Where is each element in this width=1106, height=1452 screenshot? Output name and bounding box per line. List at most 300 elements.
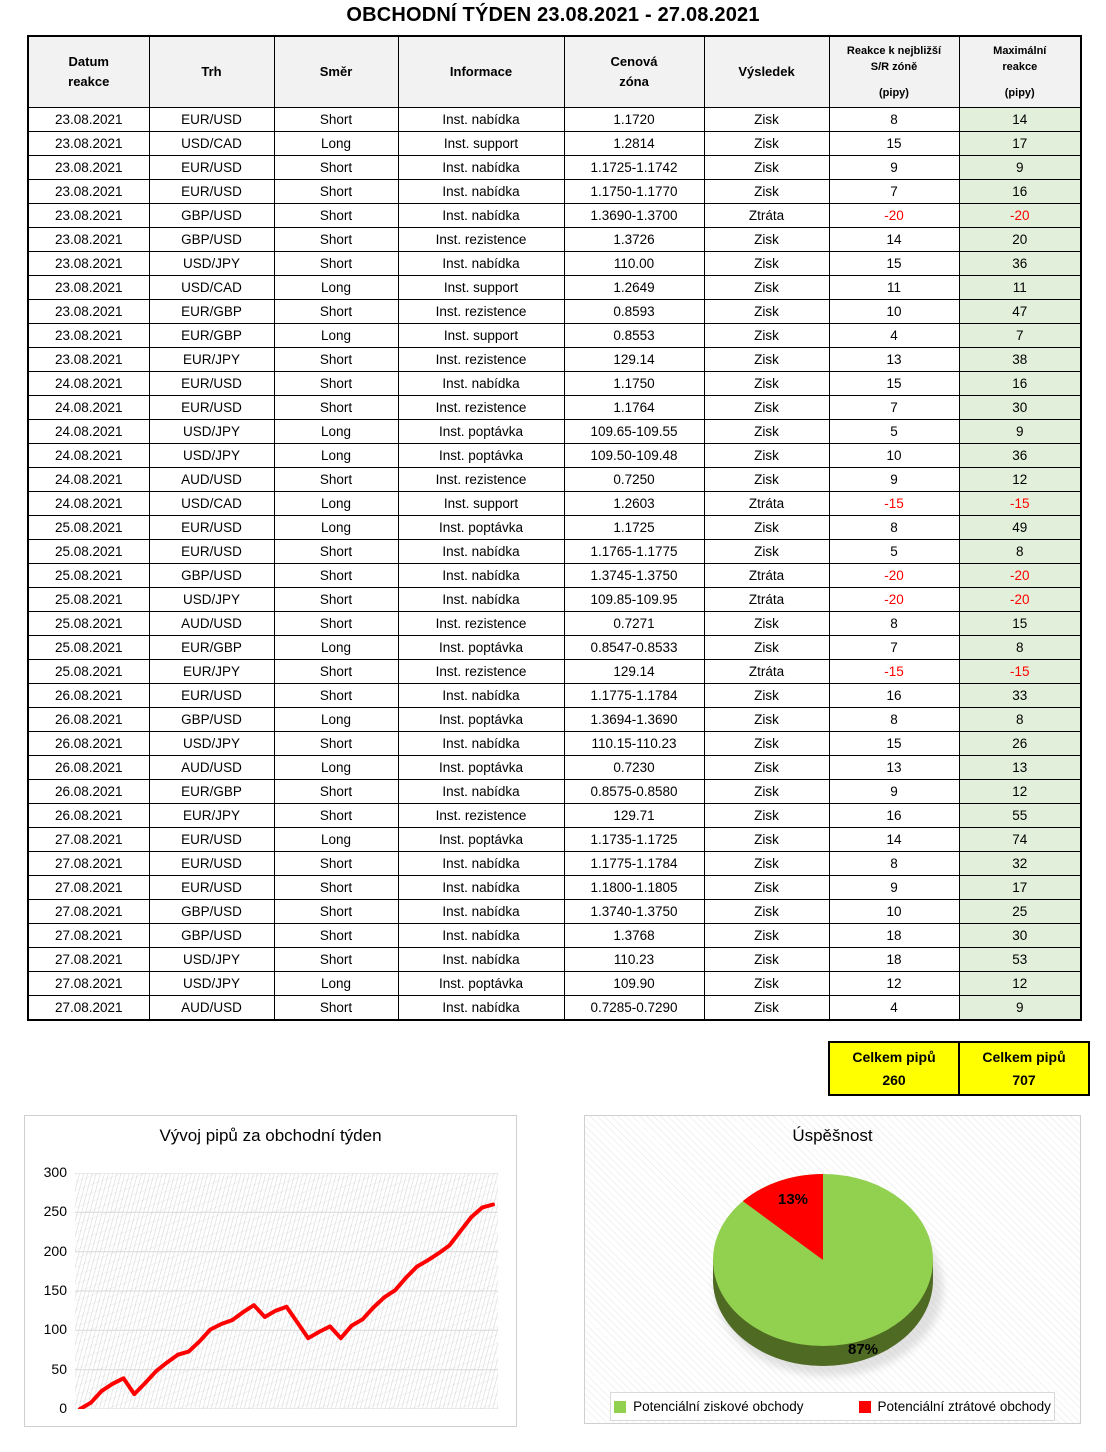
table-cell: EUR/USD: [149, 684, 274, 708]
table-cell: Zisk: [704, 348, 829, 372]
table-cell: Zisk: [704, 852, 829, 876]
table-cell: EUR/USD: [149, 540, 274, 564]
table-cell: 1.1765-1.1775: [564, 540, 704, 564]
totals-bar: [828, 1041, 1090, 1096]
table-cell: 5: [829, 540, 959, 564]
table-cell: Ztráta: [704, 492, 829, 516]
table-cell: 1.1735-1.1725: [564, 828, 704, 852]
table-cell: EUR/JPY: [149, 348, 274, 372]
table-row: [28, 804, 1081, 828]
table-cell: EUR/USD: [149, 876, 274, 900]
column-header: Maximální reakce (pipy): [959, 36, 1081, 108]
table-cell: Short: [274, 780, 398, 804]
table-cell: Zisk: [704, 948, 829, 972]
table-cell: EUR/GBP: [149, 780, 274, 804]
table-cell: 12: [829, 972, 959, 996]
table-cell: 9: [829, 876, 959, 900]
y-axis-label: 50: [51, 1360, 67, 1377]
legend-item-loss: [859, 1399, 1051, 1414]
table-cell: 26.08.2021: [28, 756, 149, 780]
table-row: [28, 996, 1081, 1021]
table-cell: 47: [959, 300, 1081, 324]
table-cell: -20: [829, 564, 959, 588]
table-cell: EUR/GBP: [149, 636, 274, 660]
table-cell: 1.3745-1.3750: [564, 564, 704, 588]
total-label: Celkem pipů: [852, 1049, 936, 1066]
table-cell: 109.50-109.48: [564, 444, 704, 468]
table-cell: 27.08.2021: [28, 876, 149, 900]
table-header: [28, 36, 1081, 108]
table-cell: Inst. nabídka: [398, 204, 564, 228]
table-cell: USD/JPY: [149, 420, 274, 444]
table-row: [28, 564, 1081, 588]
table-cell: USD/JPY: [149, 972, 274, 996]
table-cell: GBP/USD: [149, 228, 274, 252]
table-cell: EUR/USD: [149, 516, 274, 540]
table-cell: -15: [829, 492, 959, 516]
table-row: [28, 852, 1081, 876]
table-cell: 25.08.2021: [28, 540, 149, 564]
column-header: Datum reakce: [28, 36, 149, 108]
table-cell: Zisk: [704, 108, 829, 132]
table-cell: 0.8575-0.8580: [564, 780, 704, 804]
table-cell: 23.08.2021: [28, 276, 149, 300]
table-cell: 27.08.2021: [28, 972, 149, 996]
table-cell: 13: [829, 756, 959, 780]
table-cell: 23.08.2021: [28, 180, 149, 204]
y-axis-label: 250: [43, 1203, 67, 1220]
table-row: [28, 108, 1081, 132]
table-cell: Zisk: [704, 876, 829, 900]
table-row: [28, 588, 1081, 612]
table-row: [28, 756, 1081, 780]
table-cell: 26.08.2021: [28, 684, 149, 708]
table-cell: Inst. nabídka: [398, 684, 564, 708]
table-cell: 16: [959, 180, 1081, 204]
table-cell: 129.71: [564, 804, 704, 828]
table-cell: Short: [274, 396, 398, 420]
table-cell: 15: [829, 372, 959, 396]
table-cell: Inst. rezistence: [398, 660, 564, 684]
table-row: [28, 324, 1081, 348]
table-row: [28, 300, 1081, 324]
table-cell: Long: [274, 324, 398, 348]
table-cell: Inst. poptávka: [398, 636, 564, 660]
table-cell: Inst. rezistence: [398, 300, 564, 324]
table-cell: 26.08.2021: [28, 732, 149, 756]
table-cell: USD/JPY: [149, 588, 274, 612]
table-cell: Zisk: [704, 420, 829, 444]
table-cell: GBP/USD: [149, 564, 274, 588]
table-row: [28, 540, 1081, 564]
table-cell: 23.08.2021: [28, 300, 149, 324]
table-cell: Inst. poptávka: [398, 516, 564, 540]
table-cell: 0.7285-0.7290: [564, 996, 704, 1021]
table-cell: Long: [274, 132, 398, 156]
table-cell: 27.08.2021: [28, 924, 149, 948]
table-cell: 38: [959, 348, 1081, 372]
table-cell: Short: [274, 996, 398, 1021]
table-cell: 4: [829, 996, 959, 1021]
table-cell: 11: [829, 276, 959, 300]
table-cell: Zisk: [704, 276, 829, 300]
table-cell: Inst. poptávka: [398, 828, 564, 852]
table-cell: 7: [829, 180, 959, 204]
table-cell: 15: [829, 732, 959, 756]
table-cell: 10: [829, 300, 959, 324]
table-row: [28, 228, 1081, 252]
table-cell: 14: [829, 828, 959, 852]
table-cell: 24.08.2021: [28, 420, 149, 444]
table-cell: 16: [829, 684, 959, 708]
table-cell: 7: [829, 396, 959, 420]
table-cell: Zisk: [704, 300, 829, 324]
table-cell: 20: [959, 228, 1081, 252]
table-cell: EUR/USD: [149, 156, 274, 180]
table-cell: Ztráta: [704, 564, 829, 588]
table-cell: 30: [959, 396, 1081, 420]
table-cell: Inst. rezistence: [398, 612, 564, 636]
table-cell: Zisk: [704, 900, 829, 924]
table-cell: USD/CAD: [149, 132, 274, 156]
table-cell: Inst. rezistence: [398, 348, 564, 372]
legend-item-profit: [614, 1399, 803, 1414]
table-cell: 1.1775-1.1784: [564, 852, 704, 876]
table-row: [28, 156, 1081, 180]
table-cell: Zisk: [704, 228, 829, 252]
table-cell: 1.3694-1.3690: [564, 708, 704, 732]
total-pips-max: [958, 1043, 1088, 1094]
table-cell: USD/CAD: [149, 492, 274, 516]
table-row: [28, 684, 1081, 708]
table-cell: 23.08.2021: [28, 132, 149, 156]
table-cell: 1.1725: [564, 516, 704, 540]
table-cell: Zisk: [704, 636, 829, 660]
table-cell: Inst. rezistence: [398, 228, 564, 252]
table-row: [28, 492, 1081, 516]
table-cell: Inst. nabídka: [398, 852, 564, 876]
y-axis-label: 200: [43, 1242, 67, 1259]
table-cell: EUR/USD: [149, 828, 274, 852]
line-chart-title: Vývoj pipů za obchodní týden: [159, 1126, 382, 1145]
y-axis-label: 150: [43, 1282, 67, 1298]
table-cell: Zisk: [704, 708, 829, 732]
table-cell: 12: [959, 780, 1081, 804]
table-cell: 0.7230: [564, 756, 704, 780]
table-cell: Long: [274, 972, 398, 996]
table-cell: 23.08.2021: [28, 324, 149, 348]
pie-legend: [610, 1392, 1055, 1421]
table-cell: Zisk: [704, 444, 829, 468]
table-cell: 5: [829, 420, 959, 444]
table-cell: Inst. nabídka: [398, 780, 564, 804]
table-cell: Inst. nabídka: [398, 156, 564, 180]
table-cell: EUR/USD: [149, 180, 274, 204]
table-cell: Zisk: [704, 540, 829, 564]
table-cell: Inst. support: [398, 276, 564, 300]
table-cell: 13: [959, 756, 1081, 780]
table-cell: 17: [959, 876, 1081, 900]
table-cell: 25.08.2021: [28, 612, 149, 636]
table-cell: USD/JPY: [149, 444, 274, 468]
table-cell: Short: [274, 372, 398, 396]
table-cell: 36: [959, 444, 1081, 468]
table-row: [28, 444, 1081, 468]
table-row: [28, 732, 1081, 756]
table-cell: 129.14: [564, 348, 704, 372]
table-cell: Inst. support: [398, 492, 564, 516]
table-cell: Ztráta: [704, 588, 829, 612]
table-cell: 15: [959, 612, 1081, 636]
table-cell: Inst. poptávka: [398, 708, 564, 732]
table-cell: 1.1720: [564, 108, 704, 132]
table-cell: Short: [274, 900, 398, 924]
pie-chart-title: Úspěšnost: [792, 1126, 873, 1145]
table-cell: 25.08.2021: [28, 588, 149, 612]
table-cell: 23.08.2021: [28, 108, 149, 132]
line-chart-plot-area: [75, 1173, 498, 1409]
table-cell: Ztráta: [704, 660, 829, 684]
table-cell: Zisk: [704, 996, 829, 1021]
table-cell: 1.3740-1.3750: [564, 900, 704, 924]
table-cell: Long: [274, 276, 398, 300]
table-cell: Long: [274, 444, 398, 468]
table-cell: 110.15-110.23: [564, 732, 704, 756]
table-cell: Zisk: [704, 924, 829, 948]
table-cell: GBP/USD: [149, 924, 274, 948]
table-cell: 26.08.2021: [28, 708, 149, 732]
table-cell: Inst. support: [398, 324, 564, 348]
pie-chart-panel: [584, 1115, 1081, 1424]
table-cell: 110.23: [564, 948, 704, 972]
table-cell: Inst. nabídka: [398, 108, 564, 132]
table-cell: 24.08.2021: [28, 444, 149, 468]
table-cell: Inst. nabídka: [398, 564, 564, 588]
table-cell: 10: [829, 444, 959, 468]
table-cell: Inst. nabídka: [398, 540, 564, 564]
table-row: [28, 180, 1081, 204]
total-pips-reaction: [830, 1043, 958, 1094]
table-cell: Long: [274, 828, 398, 852]
table-row: [28, 708, 1081, 732]
table-cell: 53: [959, 948, 1081, 972]
table-cell: 15: [829, 252, 959, 276]
table-cell: Short: [274, 204, 398, 228]
table-cell: 1.2603: [564, 492, 704, 516]
table-cell: Short: [274, 228, 398, 252]
line-chart-svg: [75, 1173, 498, 1409]
table-row: [28, 660, 1081, 684]
table-cell: EUR/USD: [149, 852, 274, 876]
table-cell: 27.08.2021: [28, 828, 149, 852]
table-cell: 18: [829, 924, 959, 948]
total-label: Celkem pipů: [982, 1049, 1066, 1066]
table-cell: -15: [959, 660, 1081, 684]
table-row: [28, 828, 1081, 852]
table-cell: 9: [959, 420, 1081, 444]
table-cell: AUD/USD: [149, 612, 274, 636]
table-cell: Inst. poptávka: [398, 756, 564, 780]
table-cell: 30: [959, 924, 1081, 948]
table-cell: 0.7250: [564, 468, 704, 492]
table-cell: -20: [829, 588, 959, 612]
table-row: [28, 348, 1081, 372]
table-cell: Short: [274, 588, 398, 612]
column-header: Směr: [274, 36, 398, 108]
table-cell: Inst. support: [398, 132, 564, 156]
table-cell: 16: [829, 804, 959, 828]
legend-label-profit: Potenciální ziskové obchody: [633, 1399, 804, 1414]
table-cell: 0.7271: [564, 612, 704, 636]
table-cell: 1.1750: [564, 372, 704, 396]
table-cell: -15: [959, 492, 1081, 516]
table-cell: Short: [274, 180, 398, 204]
table-cell: Zisk: [704, 132, 829, 156]
column-header: Cenová zóna: [564, 36, 704, 108]
table-cell: 1.1775-1.1784: [564, 684, 704, 708]
table-row: [28, 204, 1081, 228]
table-cell: 8: [829, 612, 959, 636]
pie-label-profit: 87%: [847, 1341, 879, 1358]
table-row: [28, 132, 1081, 156]
table-cell: 7: [959, 324, 1081, 348]
table-cell: 27.08.2021: [28, 996, 149, 1021]
column-header: Informace: [398, 36, 564, 108]
table-cell: 24.08.2021: [28, 396, 149, 420]
table-cell: Zisk: [704, 468, 829, 492]
table-cell: AUD/USD: [149, 756, 274, 780]
table-cell: 24.08.2021: [28, 468, 149, 492]
y-axis-label: 0: [59, 1400, 67, 1416]
table-cell: EUR/GBP: [149, 300, 274, 324]
pie-chart: [585, 1146, 1080, 1391]
table-cell: USD/CAD: [149, 276, 274, 300]
table-cell: 13: [829, 348, 959, 372]
table-cell: 36: [959, 252, 1081, 276]
table-row: [28, 900, 1081, 924]
table-cell: 8: [829, 516, 959, 540]
table-cell: Inst. nabídka: [398, 924, 564, 948]
table-cell: Zisk: [704, 372, 829, 396]
table-cell: 1.1750-1.1770: [564, 180, 704, 204]
table-cell: USD/JPY: [149, 948, 274, 972]
page-title: OBCHODNÍ TÝDEN 23.08.2021 - 27.08.2021: [346, 4, 760, 26]
table-cell: 1.1725-1.1742: [564, 156, 704, 180]
table-cell: Zisk: [704, 252, 829, 276]
table-cell: 23.08.2021: [28, 156, 149, 180]
table-cell: Zisk: [704, 684, 829, 708]
trades-table-wrap: [27, 35, 1082, 1021]
table-cell: Inst. rezistence: [398, 468, 564, 492]
table-cell: 24.08.2021: [28, 372, 149, 396]
table-cell: EUR/JPY: [149, 804, 274, 828]
table-cell: 25.08.2021: [28, 636, 149, 660]
table-cell: 32: [959, 852, 1081, 876]
table-cell: 9: [959, 996, 1081, 1021]
table-cell: Short: [274, 540, 398, 564]
table-cell: Short: [274, 468, 398, 492]
line-chart-panel: [24, 1115, 517, 1427]
table-cell: Long: [274, 636, 398, 660]
table-cell: 12: [959, 972, 1081, 996]
trades-table: [27, 35, 1082, 1021]
table-cell: 49: [959, 516, 1081, 540]
table-cell: 12: [959, 468, 1081, 492]
table-cell: 9: [959, 156, 1081, 180]
table-cell: 109.65-109.55: [564, 420, 704, 444]
table-cell: Ztráta: [704, 204, 829, 228]
table-cell: Inst. poptávka: [398, 972, 564, 996]
table-cell: Short: [274, 948, 398, 972]
table-cell: Inst. poptávka: [398, 444, 564, 468]
table-cell: Long: [274, 756, 398, 780]
table-cell: 18: [829, 948, 959, 972]
table-cell: 24.08.2021: [28, 492, 149, 516]
table-row: [28, 396, 1081, 420]
table-cell: -20: [959, 588, 1081, 612]
table-row: [28, 780, 1081, 804]
table-cell: 25.08.2021: [28, 660, 149, 684]
table-cell: 74: [959, 828, 1081, 852]
table-cell: GBP/USD: [149, 708, 274, 732]
table-row: [28, 924, 1081, 948]
table-cell: 33: [959, 684, 1081, 708]
column-header: Trh: [149, 36, 274, 108]
table-row: [28, 972, 1081, 996]
table-cell: 110.00: [564, 252, 704, 276]
table-cell: 1.3690-1.3700: [564, 204, 704, 228]
table-cell: Inst. rezistence: [398, 804, 564, 828]
table-cell: 9: [829, 780, 959, 804]
table-cell: 26.08.2021: [28, 780, 149, 804]
table-cell: EUR/USD: [149, 396, 274, 420]
table-cell: Short: [274, 804, 398, 828]
total-value: 707: [1012, 1071, 1036, 1088]
table-cell: Long: [274, 492, 398, 516]
table-cell: 8: [959, 540, 1081, 564]
table-cell: EUR/GBP: [149, 324, 274, 348]
pie-label-loss: 13%: [777, 1191, 809, 1208]
table-cell: Zisk: [704, 156, 829, 180]
table-cell: Inst. nabídka: [398, 996, 564, 1021]
table-cell: 1.2649: [564, 276, 704, 300]
table-cell: Short: [274, 348, 398, 372]
table-cell: 109.90: [564, 972, 704, 996]
table-cell: 14: [959, 108, 1081, 132]
table-cell: 27.08.2021: [28, 948, 149, 972]
table-row: [28, 876, 1081, 900]
table-cell: Short: [274, 156, 398, 180]
table-cell: Short: [274, 660, 398, 684]
table-cell: Long: [274, 708, 398, 732]
table-cell: EUR/JPY: [149, 660, 274, 684]
table-row: [28, 612, 1081, 636]
table-row: [28, 516, 1081, 540]
table-cell: Short: [274, 684, 398, 708]
table-row: [28, 252, 1081, 276]
table-cell: Zisk: [704, 756, 829, 780]
table-cell: USD/JPY: [149, 252, 274, 276]
table-cell: 9: [829, 468, 959, 492]
table-cell: 23.08.2021: [28, 348, 149, 372]
table-cell: Inst. poptávka: [398, 420, 564, 444]
table-cell: Short: [274, 108, 398, 132]
table-cell: 23.08.2021: [28, 204, 149, 228]
table-cell: 26.08.2021: [28, 804, 149, 828]
y-axis-label: 100: [43, 1321, 67, 1338]
table-cell: GBP/USD: [149, 900, 274, 924]
table-cell: Zisk: [704, 780, 829, 804]
